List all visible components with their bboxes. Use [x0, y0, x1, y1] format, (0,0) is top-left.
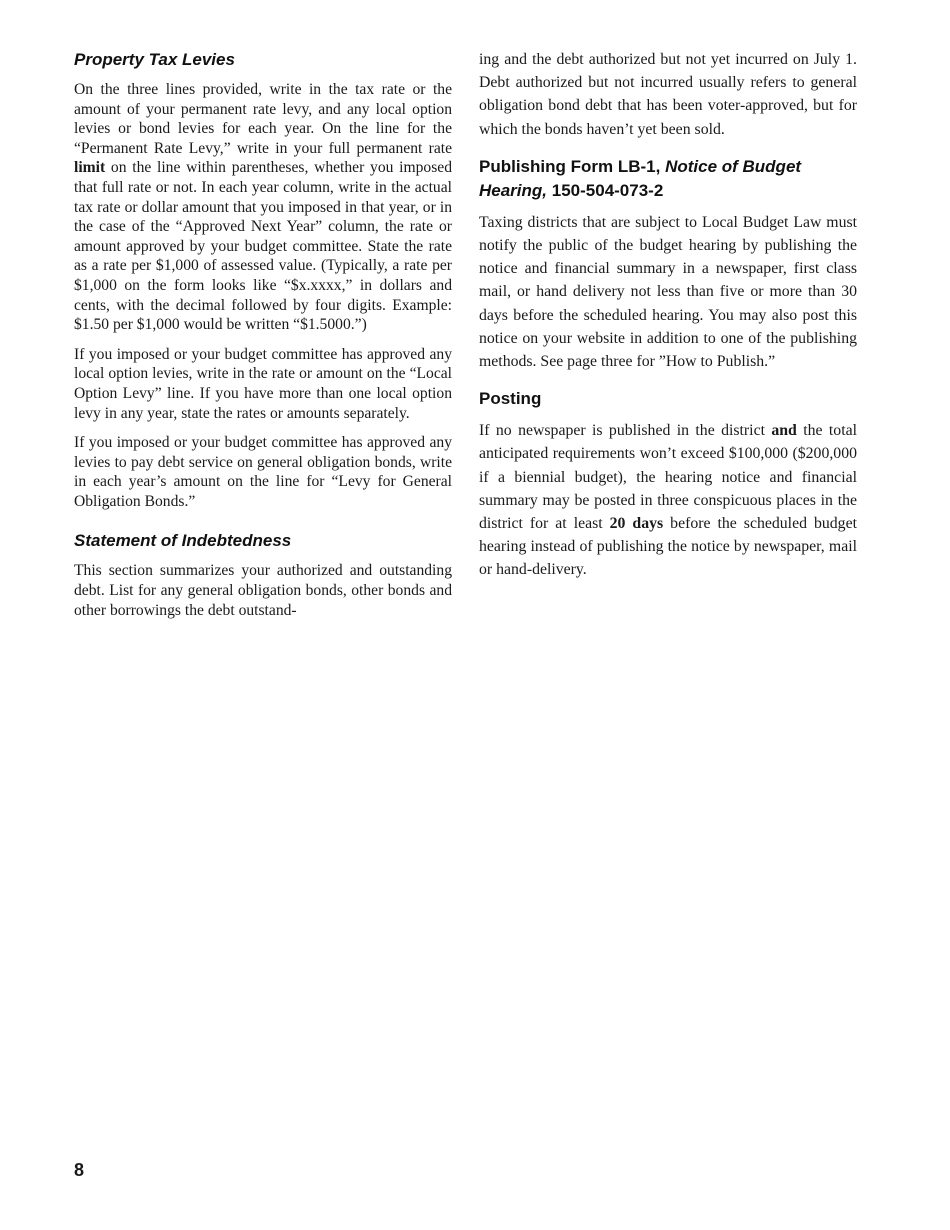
paragraph-posting [479, 419, 857, 581]
heading-property-tax-levies: Property Tax Levies [74, 50, 235, 69]
page-number: 8 [74, 1160, 85, 1180]
text-segment: the total anticipated requirements won’t exceed $100,000 ($200,000 if a biennial budget), the hearing notice and financial summary may be posted in three conspicuous places in the district for at least [479, 422, 857, 533]
text-segment: before the scheduled budget hearing instead of publishing the notice by newspaper, mail or hand-delivery. [479, 515, 857, 579]
bold-limit: limit [74, 159, 106, 177]
heading-publishing-form-lb1 [479, 155, 857, 203]
right-column [479, 48, 857, 596]
text-segment: If no newspaper is published in the district [479, 422, 772, 440]
paragraph-local-option-levy: If you imposed or your budget committee has approved any local option levies, write in the rate or amount on the “Local Option Levy” line. If you have more than one local option levy in any year, state the rates or amounts separately. [74, 345, 452, 422]
left-column [74, 48, 452, 630]
heading-part-italic: Notice of Budget Hearing, [479, 156, 802, 200]
heading-part: 150-504-073-2 [547, 180, 664, 200]
heading-posting: Posting [479, 389, 542, 409]
paragraph-tax-rate-instructions [74, 80, 452, 335]
text-segment: On the three lines provided, write in the tax rate or the amount of your permanent rate levy, and any local option levies or bond levies for each year. On the line for the “Permanent Rate Levy,” write in your full permanent rate [74, 81, 452, 157]
paragraph-indebtedness-continued: ing and the debt authorized but not yet incurred on July 1. Debt authorized but not incurred usually refers to general obligation bond debt that has been voter-approved, but for which the bonds haven’t yet been sold. [479, 51, 857, 138]
heading-part: Publishing Form LB-1, [479, 156, 666, 176]
paragraph-indebtedness: This section summarizes your authorized and outstanding debt. List for any general obligation bonds, other bonds and other borrowings the debt outstand- [74, 562, 452, 619]
bold-20-days: 20 days [609, 515, 664, 533]
paragraph-publishing-notice: Taxing districts that are subject to Local Budget Law must notify the public of the budget hearing by publishing the notice and financial summary in a newspaper, first class mail, or hand delivery not less than five or more than 30 days before the scheduled hearing. You may also post this notice on your website in addition to one of the publishing methods. See page three for ”How to Publish.” [479, 213, 857, 371]
text-segment: on the line within parentheses, whether you imposed that full rate or not. In each year column, write in the actual tax rate or dollar amount that you imposed in that year, or in the case of the “Approved Next Year” column, the rate or amount approved by your budget committee. State the rate as a rate per $1,000 of assessed value. (Typically, a rate per $1,000 on the form looks like “$x.xxxx,” in dollars and cents, with the decimal followed by four digits. Example: $1.50 per $1,000 would be written “$1.5000.”) [74, 159, 452, 334]
paragraph-general-obligation-bonds: If you imposed or your budget committee has approved any levies to pay debt service on general obligation bonds, write in each year’s amount on the line for “Levy for General Obligation Bonds.” [74, 434, 452, 510]
bold-and: and [771, 422, 797, 440]
heading-statement-of-indebtedness: Statement of Indebtedness [74, 531, 292, 551]
